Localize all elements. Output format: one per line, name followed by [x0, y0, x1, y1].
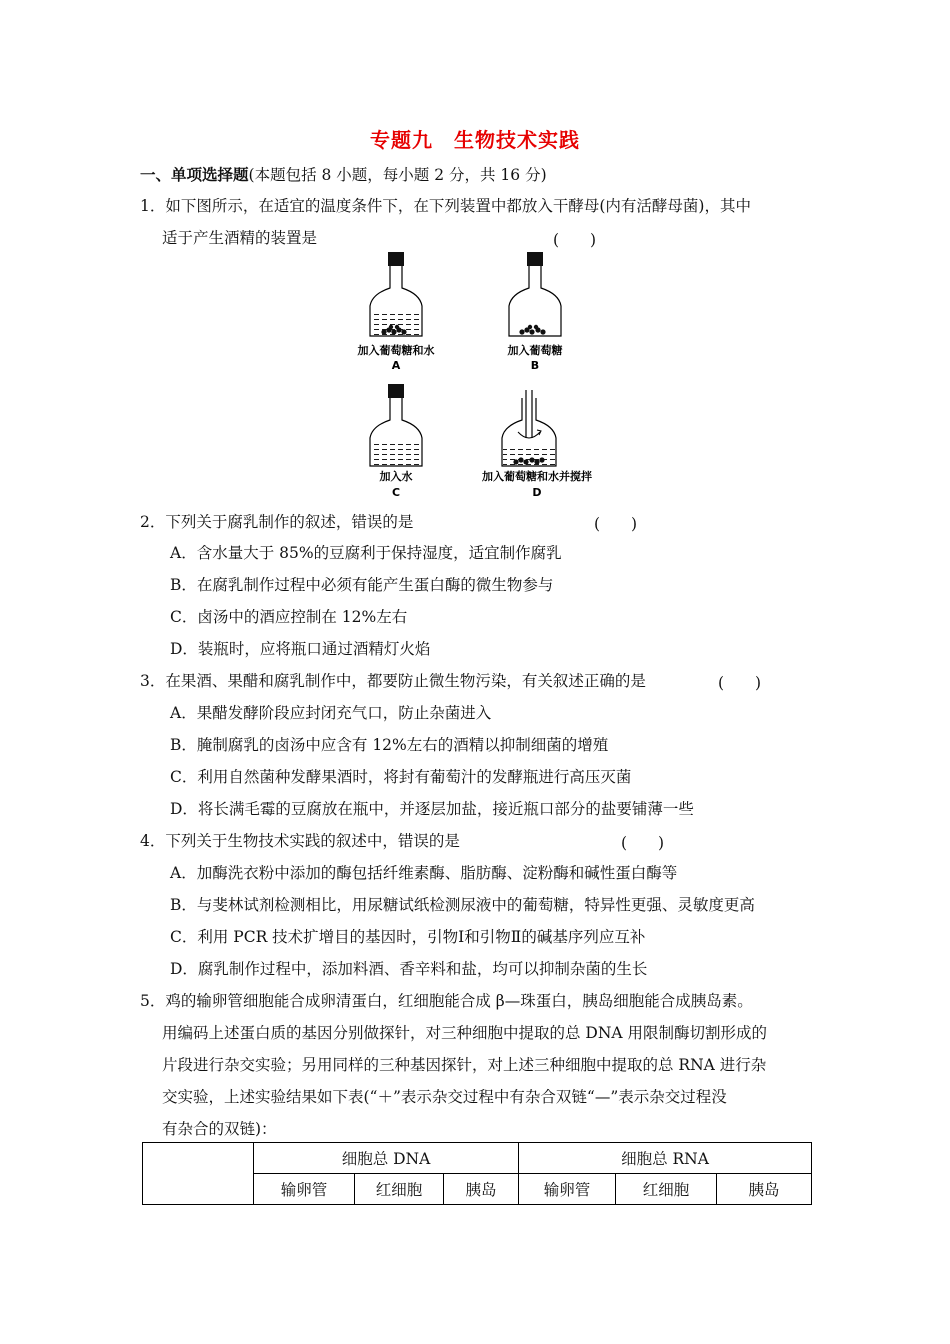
question-number: 3．	[140, 672, 166, 690]
section-note: (本题包括 8 小题，每小题 2 分，共 16 分)	[248, 166, 547, 184]
flask-d-caption: 加入葡萄糖和水并搅拌	[482, 470, 592, 483]
question-text: 下列关于腐乳制作的叙述，错误的是	[165, 513, 414, 531]
table-header-row	[143, 1143, 812, 1174]
question-5-line-1	[140, 991, 753, 1011]
table-col-header: 红细胞	[355, 1174, 444, 1205]
table-col-header: 胰岛	[717, 1174, 812, 1205]
flask-d-letter: D	[532, 486, 542, 499]
option-b: B．在腐乳制作过程中必须有能产生蛋白酶的微生物参与	[170, 576, 554, 594]
question-5-line-2: 用编码上述蛋白质的基因分别做探针，对三种细胞中提取的总 DNA 用限制酶切割形成的	[162, 1024, 768, 1042]
flask-c	[370, 384, 422, 499]
flask-a-caption: 加入葡萄糖和水	[357, 344, 435, 357]
option-b: B．与斐林试剂检测相比，用尿糖试纸检测尿液中的葡萄糖，特异性更强、灵敏度更高	[170, 896, 755, 914]
flask-b	[508, 252, 563, 372]
flask-diagram	[350, 252, 610, 502]
option-c: C．卤汤中的酒应控制在 12%左右	[170, 608, 408, 626]
section-heading	[140, 165, 547, 185]
option-b: B．腌制腐乳的卤汤中应含有 12%左右的酒精以抑制细菌的增殖	[170, 736, 609, 754]
flask-c-letter: C	[391, 486, 401, 499]
option-d: D．装瓶时，应将瓶口通过酒精灯火焰	[170, 640, 431, 658]
table-col-header: 胰岛	[444, 1174, 519, 1205]
flask-a-letter: A	[391, 359, 401, 372]
question-text: 鸡的输卵管细胞能合成卵清蛋白，红细胞能合成 β—珠蛋白，胰岛细胞能合成胰岛素。	[165, 992, 753, 1010]
question-5-line-4: 交实验，上述实验结果如下表(“＋”表示杂交过程中有杂合双链“—”表示杂交过程没	[162, 1088, 727, 1106]
table-col-header: 红细胞	[616, 1174, 717, 1205]
question-number: 4．	[140, 832, 166, 850]
option-c: C．利用 PCR 技术扩增目的基因时，引物Ⅰ和引物Ⅱ的碱基序列应互补	[170, 928, 646, 946]
question-1-line-1	[140, 196, 751, 216]
flask-c-caption: 加入水	[379, 470, 413, 483]
question-text: 如下图所示，在适宜的温度条件下，在下列装置中都放入干酵母(内有活酵母菌)，其中	[165, 197, 751, 215]
option-a: A．果醋发酵阶段应封闭充气口，防止杂菌进入	[170, 704, 492, 722]
question-2-stem	[140, 512, 413, 532]
answer-blank: ( )	[621, 834, 665, 852]
question-number: 2．	[140, 513, 166, 531]
answer-blank: ( )	[718, 674, 762, 692]
option-d: D．将长满毛霉的豆腐放在瓶中，并逐层加盐，接近瓶口部分的盐要铺薄一些	[170, 800, 694, 818]
answer-blank: ( )	[594, 515, 638, 533]
flask-d	[482, 390, 592, 499]
table-col-header: 输卵管	[254, 1174, 355, 1205]
question-number: 1．	[140, 197, 166, 215]
flask-b-caption: 加入葡萄糖	[507, 344, 563, 357]
table-group-dna: 细胞总 DNA	[254, 1143, 519, 1174]
question-5-line-5: 有杂合的双链)：	[162, 1120, 277, 1138]
option-a: A．含水量大于 85%的豆腐利于保持湿度，适宜制作腐乳	[170, 544, 562, 562]
flask-b-letter: B	[530, 359, 540, 372]
yeast-flask-figure	[350, 252, 610, 502]
option-a: A．加酶洗衣粉中添加的酶包括纤维素酶、脂肪酶、淀粉酶和碱性蛋白酶等	[170, 864, 678, 882]
table-col-header: 输卵管	[519, 1174, 616, 1205]
table-group-rna: 细胞总 RNA	[519, 1143, 812, 1174]
page-title: 专题九 生物技术实践	[370, 128, 580, 152]
question-text: 下列关于生物技术实践的叙述中，错误的是	[165, 832, 460, 850]
question-text: 在果酒、果醋和腐乳制作中，都要防止微生物污染，有关叙述正确的是	[165, 672, 646, 690]
hybridization-table	[142, 1142, 812, 1205]
question-3-stem	[140, 671, 646, 691]
answer-blank: ( )	[553, 231, 597, 249]
option-c: C．利用自然菌种发酵果酒时，将封有葡萄汁的发酵瓶进行高压灭菌	[170, 768, 632, 786]
question-5-line-3: 片段进行杂交实验；另用同样的三种基因探针，对上述三种细胞中提取的总 RNA 进行杂	[162, 1056, 767, 1074]
option-d: D．腐乳制作过程中，添加料酒、香辛料和盐，均可以抑制杂菌的生长	[170, 960, 648, 978]
question-number: 5．	[140, 992, 166, 1010]
table-corner-cell	[143, 1143, 254, 1205]
question-1-line-2: 适于产生酒精的装置是	[162, 229, 318, 247]
section-title: 一、单项选择题	[140, 165, 249, 184]
flask-a	[358, 252, 435, 372]
question-4-stem	[140, 831, 460, 851]
